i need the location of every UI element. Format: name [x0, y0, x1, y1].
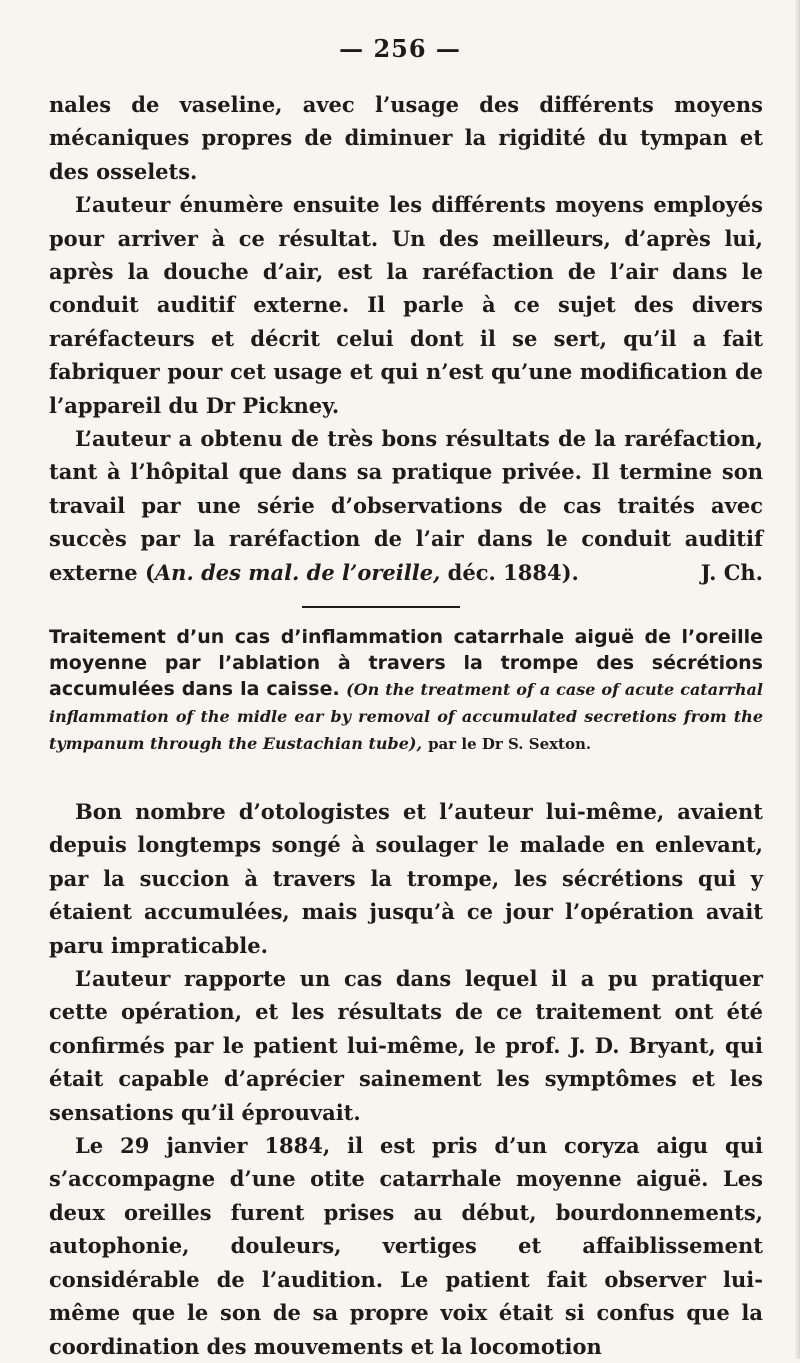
- section-divider: [302, 606, 460, 608]
- paragraph: Bon nombre d’otologistes et l’auteur lui-même, avaient depuis longtemps songé à soulager le malade en enlevant, par la succion à travers la trompe, les sécrétions qui y étaient accumulées, mais jusqu’à ce jour l’opération avait paru impraticable.: [49, 799, 763, 958]
- paragraph-with-citation: [49, 422, 763, 589]
- citation-journal: An. des mal. de l’oreille,: [154, 559, 441, 585]
- article-title: Traitement d’un cas d’inflammation catarrhale aiguë de l’oreille moyenne par l’ablation à travers la trompe des sécrétions accumulées dans la caisse.: [49, 626, 763, 700]
- paragraph: L’auteur énumère ensuite les différents moyens employés pour arriver à ce résultat. Un des meilleurs, d’après lui, après la douche d’air, est la raréfaction de l’air dans le conduit auditif externe. Il parle à ce sujet des divers raréfacteurs et décrit celui dont il se sert, qu’il a fait fabriquer pour cet usage et qui n’est qu’une modification de l’appareil du Dr Pickney.: [49, 192, 763, 418]
- paragraph: Le 29 janvier 1884, il est pris d’un coryza aigu qui s’accompagne d’une otite catarrhale moyenne aiguë. Les deux oreilles furent prises au début, bourdonnements, autophonie, douleurs, vertiges et affaiblissement considérable de l’audition. Le patient fait observer lui-même que le son de sa propre voix était si confus que la coordination des mouvements et la locomotion: [49, 1133, 763, 1359]
- section-continued: [49, 88, 763, 589]
- paragraph-text: L’auteur a obtenu de très bons résultats de la raréfaction, tant à l’hôpital que dans sa pratique privée. Il termine son travail par une série d’observations de cas traités avec succès par la raréfaction de l’air dans le conduit auditif externe (: [49, 426, 763, 585]
- article-english-title: (On the treatment of a case of acute catarrhal inflammation of the midle ear by removal of accumulated secretions from the tympanum through the Eustachian tube),: [49, 680, 764, 753]
- article-heading: [49, 624, 763, 757]
- article-author: par le Dr S. Sexton.: [428, 735, 592, 753]
- citation-date: déc. 1884).: [440, 559, 579, 585]
- article-body: [49, 795, 763, 1363]
- paragraph: nales de vaseline, avec l’usage des différents moyens mécaniques propres de diminuer la rigidité du tympan et des osselets.: [49, 92, 763, 184]
- page-number: — 256 —: [339, 34, 461, 63]
- signature: J. Ch.: [700, 559, 763, 585]
- page-edge-shadow: [794, 0, 800, 1359]
- paragraph: L’auteur rapporte un cas dans lequel il a pu pratiquer cette opération, et les résultats de ce traitement ont été confirmés par le patient lui-même, le prof. J. D. Bryant, qui était capable d’aprécier sainement les symptômes et les sensations qu’il éprouvait.: [49, 966, 763, 1125]
